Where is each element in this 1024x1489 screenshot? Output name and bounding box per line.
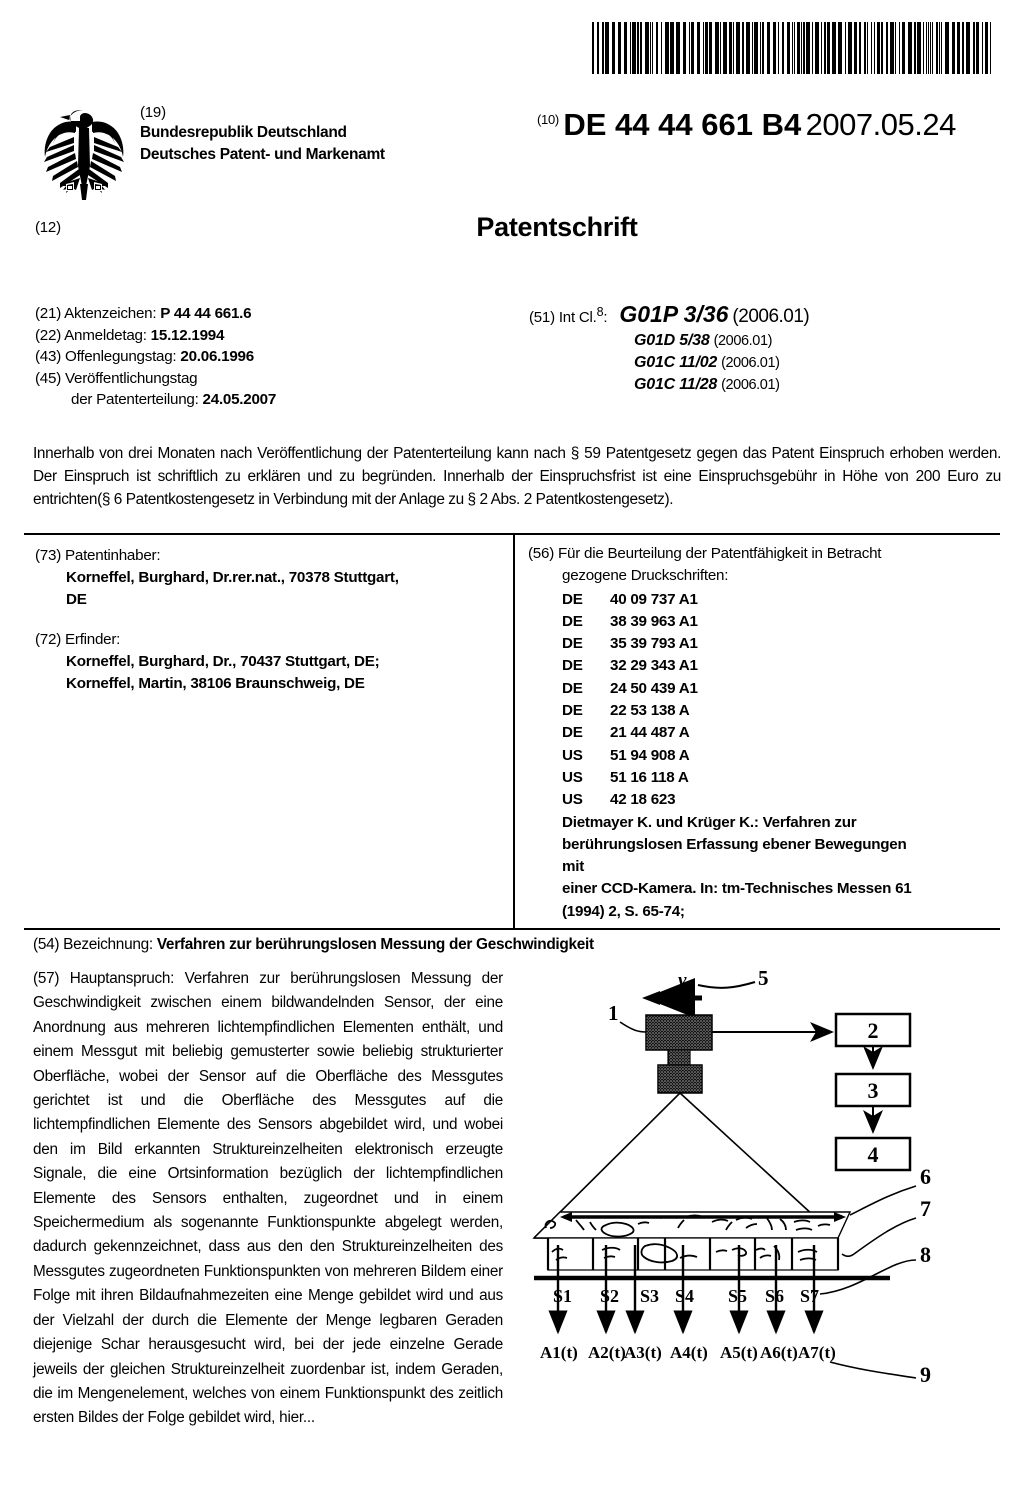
- barcode-bar: [908, 22, 912, 74]
- svg-text:S4: S4: [675, 1286, 695, 1306]
- citation-row: [562, 633, 998, 655]
- barcode-bar: [592, 22, 594, 74]
- signal-labels: [540, 1343, 836, 1362]
- barcode-bar: [605, 22, 609, 74]
- opposition-notice: Innerhalb von drei Monaten nach Veröffentlichung der Patenterteilung kann nach § 59 Patentgesetz gegen das Patent Einspruch erhoben werden. Der Einspruch ist schriftlich zu erklären und zu begründen. Innerhalb der Einspruchsfrist ist eine Einspruchsgebühr in Höhe von 200 Euro zu entrichten(§ 6 Patentkostengesetz in Verbindung mit der Anlage zu § 2 Abs. 2 Patentkostengesetz).: [33, 445, 1001, 508]
- barcode-bar: [848, 22, 852, 74]
- sensor-labels: [553, 1286, 819, 1306]
- bibliographic-data-left: [35, 303, 505, 411]
- barcode-bar: [864, 22, 866, 74]
- barcode-bar: [683, 22, 686, 74]
- section-top-rule: [24, 533, 1000, 535]
- office-name: Deutsches Patent- und Markenamt: [140, 146, 385, 163]
- citation-row: [562, 789, 998, 811]
- barcode-bar: [886, 22, 888, 74]
- federal-eagle-emblem-icon: [36, 104, 132, 202]
- barcode-bar: [624, 22, 627, 74]
- callout-9: 9: [920, 1362, 931, 1387]
- barcode: [592, 22, 992, 74]
- barcode-bar: [661, 22, 662, 74]
- barcode-bar: [966, 22, 970, 74]
- office-identification-block: [140, 104, 520, 166]
- citation-number: 51 94 908 A: [610, 746, 690, 764]
- citation-country: DE: [562, 612, 583, 630]
- ipc-sub-code: G01D 5/38: [634, 332, 710, 349]
- callout-8: 8: [920, 1242, 931, 1267]
- barcode-bar: [985, 22, 988, 74]
- barcode-bar: [923, 22, 924, 74]
- barcode-bar: [736, 22, 740, 74]
- ipc-label-colon: :: [603, 309, 608, 326]
- barcode-bar: [945, 22, 949, 74]
- citations-heading: [528, 543, 998, 565]
- barcode-bar: [962, 22, 964, 74]
- code-57: (57): [33, 970, 60, 987]
- barcode-bar: [640, 22, 642, 74]
- citation-country: DE: [562, 702, 583, 720]
- biblio-label: Anmeldetag:: [64, 326, 147, 344]
- code-72: (72): [35, 631, 62, 648]
- citations-heading-cont: gezogene Druckschriften:: [562, 567, 729, 585]
- country-name: Bundesrepublik Deutschland: [140, 124, 347, 141]
- ipc-sub-version: (2006.01): [713, 333, 773, 349]
- barcode-bar: [939, 22, 940, 74]
- ipc-main-row: [529, 300, 999, 330]
- patent-holder-country: DE: [66, 591, 87, 608]
- barcode-bar: [797, 22, 800, 74]
- citation-country: US: [562, 746, 583, 764]
- citation-row: [562, 745, 998, 767]
- parties-block: [35, 545, 500, 713]
- citation-number: 21 44 487 A: [610, 724, 690, 742]
- barcode-bar: [902, 22, 905, 74]
- publication-number-row: [537, 107, 956, 143]
- citation-number: 38 39 963 A1: [610, 612, 698, 630]
- citation-country: US: [562, 768, 583, 786]
- barcode-bar: [665, 22, 669, 74]
- publication-date: 2007.05.24: [805, 107, 956, 142]
- barcode-bar: [871, 22, 872, 74]
- barcode-bar: [618, 22, 621, 74]
- barcode-bar: [602, 22, 604, 74]
- barcode-bar: [742, 22, 744, 74]
- barcode-bar: [824, 22, 826, 74]
- ipc-sub-code: G01C 11/28: [634, 376, 718, 393]
- barcode-bar: [597, 22, 599, 74]
- barcode-bar: [815, 22, 819, 74]
- barcode-bar: [729, 22, 732, 74]
- patent-holder-name: Korneffel, Burghard, Dr.rer.nat., 70378 Stuttgart,: [66, 569, 399, 586]
- barcode-bar: [645, 22, 649, 74]
- citation-row: [562, 700, 998, 722]
- technical-figure: [520, 960, 1010, 1410]
- barcode-bar: [838, 22, 842, 74]
- citations-block: [528, 543, 998, 923]
- barcode-bar: [656, 22, 658, 74]
- biblio-value: 24.05.2007: [202, 391, 277, 408]
- barcode-bar: [632, 22, 636, 74]
- citation-number: 32 29 343 A1: [610, 657, 698, 675]
- barcode-bar: [926, 22, 927, 74]
- svg-text:A1(t): A1(t): [540, 1343, 578, 1362]
- citation-row: [562, 655, 998, 677]
- main-claim-text: Verfahren zur berührungslosen Messung der Geschwindigkeit zwischen einem bildwandelnden Sensor, der eine Anordnung aus mehreren lichtempfindlichen Elementen enthält, und einem Messgut mit beliebig gemusterter sowie beliebig strukturierter Oberfläche, wobei der Sensor auf die Oberfläche des Messgutes gerichtet ist und die Oberfläche des Messgutes auf die lichtempfindlichen Elemente des Sensors abgebildet wird, und wobei den im Bild erkannten Struktureinzelheiten elektronisch erzeugte Signale, die eine Ortsinformation bezüglich der lichtempfindlichen Elemente des Sensors enthalten, zugeordnet und in einem Speichermedium als sogenannte Funktionspunkte abgelegt werden, dadurch gekennzeichnet, dass aus den den Struktureinzelheiten des Messgutes zugeordneten Funktionspunkten von mehreren Bildem einer Folge mit ihren Bildaufnahmezeiten eine Menge gebildet wird und aus der Vielzahl der durch die Elemente der Menge legbaren Geraden diejenige Schar herausgesucht wird, bei der jede einzelne Gerade jeweils der gleichen Struktureinzelheit zuordenbar ist, indem Geraden, die im Mengenelement, welches von einem Funktionspunkt des zeitlich ersten Bildes der Folge gebildet wird, hier...: [33, 970, 504, 1427]
- code-19: (19): [140, 104, 166, 121]
- barcode-bar: [794, 22, 795, 74]
- code-51: (51): [529, 309, 555, 326]
- citation-country: DE: [562, 635, 583, 653]
- barcode-bar: [821, 22, 822, 74]
- citation-country: DE: [562, 590, 583, 608]
- barcode-bar: [754, 22, 758, 74]
- barcode-bar: [689, 22, 690, 74]
- patent-holder-heading: [35, 545, 500, 567]
- ipc-sub-row: [529, 374, 999, 396]
- barcode-bar: [612, 22, 615, 74]
- barcode-bar: [874, 22, 875, 74]
- barcode-bar: [928, 22, 929, 74]
- biblio-code: (43): [35, 348, 62, 365]
- citation-row: [562, 767, 998, 789]
- barcode-bar: [973, 22, 975, 74]
- svg-text:A2(t): A2(t): [588, 1343, 626, 1362]
- npl-citation-line: einer CCD-Kamera. In: tm-Technisches Messen 61: [562, 880, 912, 898]
- barcode-bar: [914, 22, 916, 74]
- biblio-row-publication: [35, 368, 505, 390]
- ipc-main-version: (2006.01): [732, 306, 810, 327]
- lens-body: [658, 1065, 702, 1093]
- citation-number: 22 53 138 A: [610, 702, 690, 720]
- biblio-row: [35, 346, 505, 368]
- patent-holder-group: [35, 545, 500, 611]
- barcode-bar: [637, 22, 639, 74]
- npl-citation-line: (1994) 2, S. 65-74;: [562, 902, 685, 920]
- citation-country: US: [562, 791, 583, 809]
- barcode-bar: [746, 22, 750, 74]
- barcode-bar: [990, 22, 991, 74]
- barcode-bar: [982, 22, 983, 74]
- invention-title-row: [33, 936, 993, 954]
- npl-citation-line: berührungslosen Erfassung ebener Bewegungen: [562, 835, 907, 853]
- barcode-bar: [650, 22, 651, 74]
- barcode-bar: [936, 22, 938, 74]
- svg-text:S2: S2: [600, 1286, 620, 1306]
- npl-citation-line: Dietmayer K. und Krüger K.: Verfahren zur: [562, 813, 857, 831]
- inventor-name-2: Korneffel, Martin, 38106 Braunschweig, DE: [66, 675, 365, 692]
- barcode-bar: [792, 22, 793, 74]
- barcode-bar: [630, 22, 631, 74]
- code-56: (56): [528, 545, 555, 562]
- barcode-bar: [652, 22, 653, 74]
- velocity-label: v: [678, 970, 687, 991]
- barcode-bar: [778, 22, 779, 74]
- citation-country: DE: [562, 657, 583, 675]
- barcode-bar: [881, 22, 883, 74]
- citation-number: 51 16 118 A: [610, 768, 689, 786]
- svg-text:S1: S1: [553, 1286, 573, 1306]
- barcode-bar: [867, 22, 868, 74]
- barcode-bar: [917, 22, 921, 74]
- inventor-group: [35, 629, 500, 695]
- barcode-bar: [845, 22, 846, 74]
- svg-text:S3: S3: [640, 1286, 660, 1306]
- publication-number: DE 44 44 661 B4: [563, 107, 802, 142]
- ipc-classification-block: [529, 300, 999, 396]
- code-10: (10): [537, 112, 559, 127]
- svg-text:S5: S5: [728, 1286, 748, 1306]
- barcode-bar: [723, 22, 727, 74]
- citation-list: [528, 589, 998, 812]
- biblio-label-2: der Patenterteilung:: [71, 391, 199, 408]
- ipc-main-code: G01P 3/36: [619, 301, 729, 327]
- sensor-body: [646, 1015, 712, 1050]
- barcode-bar: [760, 22, 761, 74]
- inventor-heading: [35, 629, 500, 651]
- ipc-label-edition: 8: [596, 305, 604, 319]
- biblio-row-publication-cont: [35, 389, 505, 411]
- biblio-row: [35, 303, 505, 325]
- barcode-bar: [957, 22, 960, 74]
- citation-number: 42 18 623: [610, 791, 676, 809]
- svg-text:S6: S6: [765, 1286, 785, 1306]
- barcode-bar: [773, 22, 776, 74]
- barcode-bar: [762, 22, 764, 74]
- section-vertical-divider: [513, 533, 515, 930]
- barcode-bar: [806, 22, 810, 74]
- citations-heading-text: Für die Beurteilung der Patentfähigkeit in Betracht: [558, 545, 882, 562]
- citation-number: 40 09 737 A1: [610, 590, 698, 608]
- npl-citation-line: mit: [562, 858, 585, 876]
- inventor-label: Erfinder:: [65, 631, 121, 648]
- title-label: Bezeichnung:: [63, 936, 153, 953]
- ipc-sub-version: (2006.01): [721, 377, 780, 393]
- svg-text:A4(t): A4(t): [670, 1343, 708, 1362]
- barcode-bar: [803, 22, 805, 74]
- barcode-bar: [976, 22, 979, 74]
- barcode-bar: [767, 22, 770, 74]
- barcode-bar: [752, 22, 753, 74]
- citation-country: DE: [562, 679, 583, 697]
- barcode-bar: [832, 22, 836, 74]
- ipc-sub-version: (2006.01): [721, 355, 780, 371]
- citation-number: 24 50 439 A1: [610, 679, 698, 697]
- invention-title: Verfahren zur berührungslosen Messung der Geschwindigkeit: [156, 936, 594, 953]
- barcode-bar: [827, 22, 830, 74]
- citation-country: DE: [562, 724, 583, 742]
- barcode-bar: [705, 22, 708, 74]
- citation-row: [562, 722, 998, 744]
- callout-6: 6: [920, 1164, 931, 1189]
- block-label-2: 2: [867, 1018, 879, 1043]
- block-label-4: 4: [867, 1142, 879, 1167]
- barcode-bar: [703, 22, 704, 74]
- citation-row: [562, 678, 998, 700]
- barcode-bar: [932, 22, 933, 74]
- biblio-value: P 44 44 661.6: [160, 305, 252, 322]
- citation-row: [562, 589, 998, 611]
- biblio-code: (22): [35, 326, 62, 344]
- citation-number: 35 39 793 A1: [610, 635, 698, 653]
- barcode-bar: [691, 22, 694, 74]
- barcode-bar: [952, 22, 955, 74]
- barcode-bar: [801, 22, 802, 74]
- barcode-bar: [787, 22, 790, 74]
- barcode-bar: [720, 22, 721, 74]
- ipc-sub-code: G01C 11/02: [634, 354, 718, 371]
- ipc-label: Int Cl.: [558, 309, 597, 326]
- barcode-bar: [930, 22, 931, 74]
- barcode-bar: [895, 22, 896, 74]
- section-bottom-rule: [24, 928, 1000, 930]
- block-label-3: 3: [867, 1078, 879, 1103]
- patent-holder-label: Patentinhaber:: [65, 547, 161, 564]
- ipc-sub-row: [529, 352, 999, 374]
- barcode-bar: [877, 22, 880, 74]
- ipc-sub-row: [529, 330, 999, 352]
- svg-text:A3(t): A3(t): [624, 1343, 662, 1362]
- svg-text:S7: S7: [800, 1286, 820, 1306]
- svg-text:A6(t): A6(t): [760, 1343, 798, 1362]
- svg-text:A7(t): A7(t): [798, 1343, 836, 1362]
- biblio-value: 15.12.1994: [150, 326, 225, 344]
- barcode-bar: [715, 22, 719, 74]
- biblio-value: 20.06.1996: [180, 348, 254, 365]
- barcode-bar: [782, 22, 784, 74]
- barcode-bar: [812, 22, 813, 74]
- barcode-bar: [854, 22, 857, 74]
- document-type-title: Patentschrift: [476, 212, 638, 242]
- callout-1: 1: [608, 1001, 619, 1025]
- biblio-code: (45): [35, 369, 62, 387]
- barcode-bar: [899, 22, 900, 74]
- barcode-bar: [859, 22, 861, 74]
- barcode-bar: [670, 22, 674, 74]
- barcode-bar: [697, 22, 700, 74]
- citation-row: [562, 611, 998, 633]
- npl-citation-list: [528, 812, 998, 923]
- callout-5: 5: [758, 966, 769, 990]
- barcode-bar: [733, 22, 734, 74]
- biblio-code: (21): [35, 305, 62, 322]
- main-claim-label: Hauptanspruch:: [69, 970, 175, 987]
- barcode-bar: [709, 22, 712, 74]
- code-73: (73): [35, 547, 62, 564]
- barcode-bar: [941, 22, 942, 74]
- svg-text:A5(t): A5(t): [720, 1343, 758, 1362]
- biblio-row: [35, 325, 505, 347]
- barcode-bar: [890, 22, 894, 74]
- biblio-label: Aktenzeichen:: [64, 305, 157, 322]
- main-claim-abstract: [33, 967, 503, 1431]
- callout-7: 7: [920, 1196, 931, 1221]
- barcode-bar: [676, 22, 680, 74]
- biblio-label: Offenlegungstag:: [65, 348, 177, 365]
- code-54: (54): [33, 936, 60, 953]
- inventor-name-1: Korneffel, Burghard, Dr., 70437 Stuttgart, DE;: [66, 653, 380, 670]
- code-12: (12): [35, 219, 61, 236]
- biblio-label: Veröffentlichungstag: [65, 369, 198, 387]
